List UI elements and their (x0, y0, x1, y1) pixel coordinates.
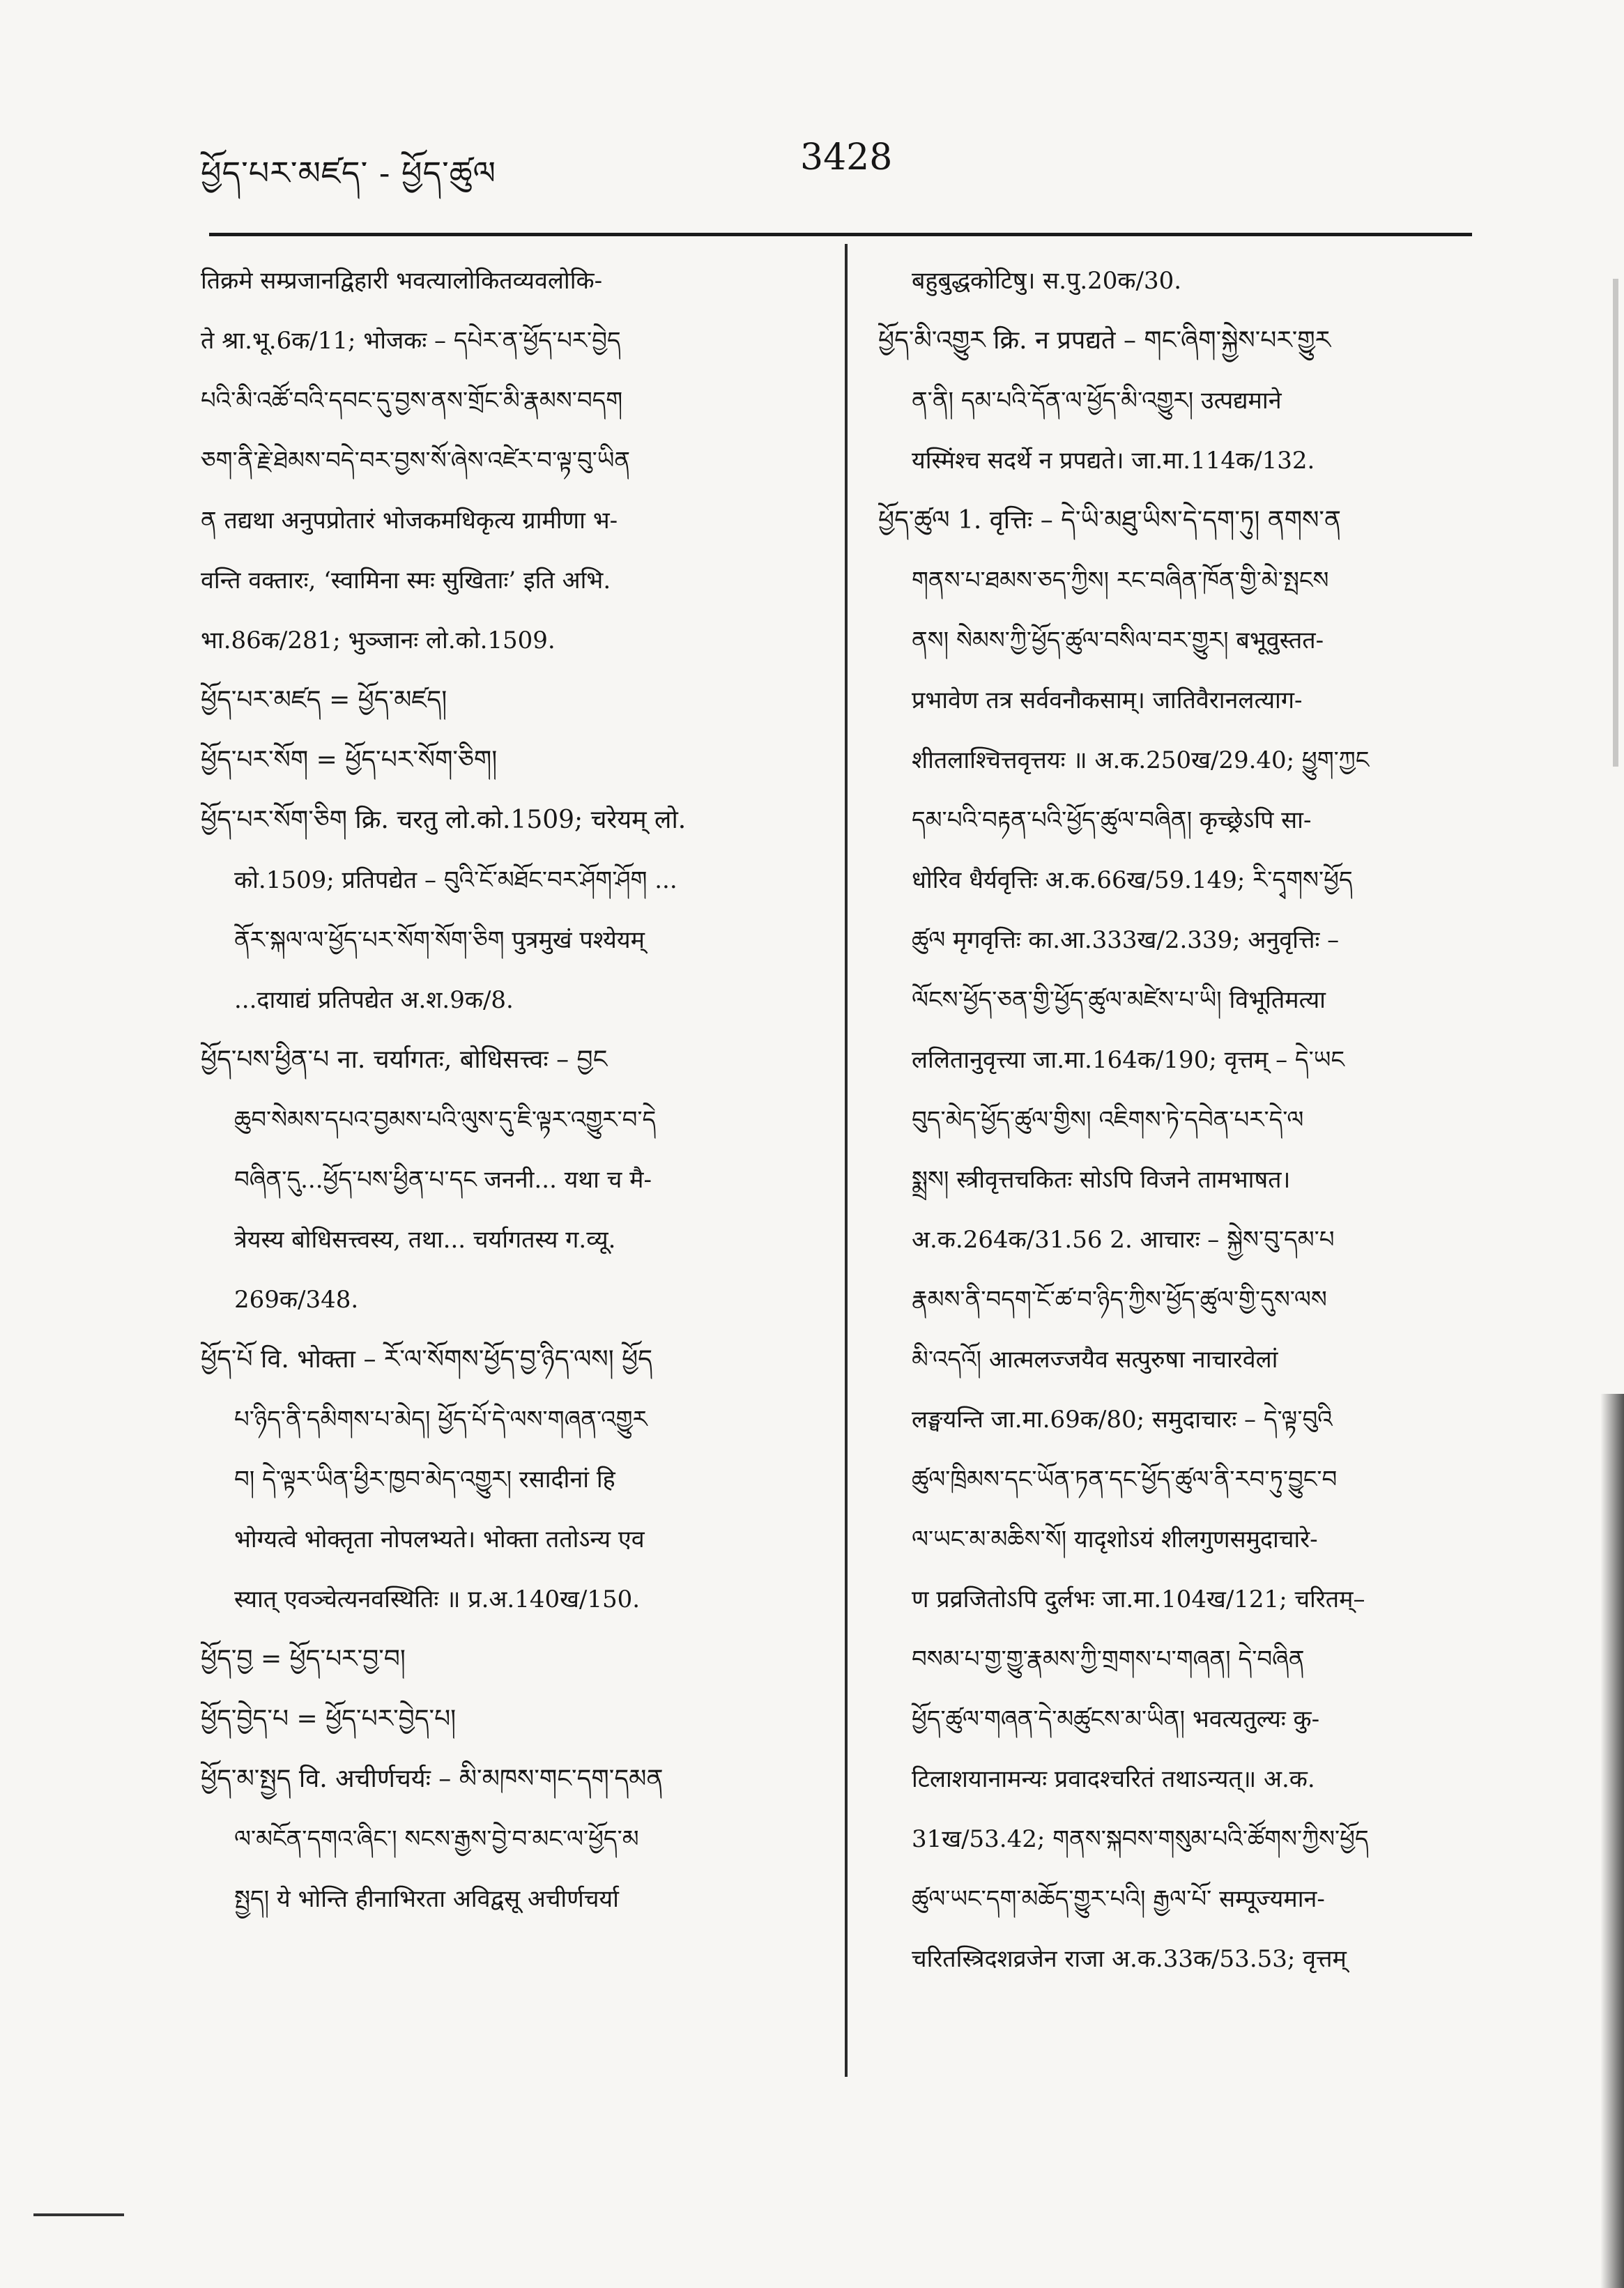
text-line: अ.क.264क/31.56 2. आचारः – སྐྱེས་བུ་དམ་པ (912, 1226, 1335, 1254)
text-line: स्यात् एवञ्चेत्यनवस्थितिः ॥ प्र.अ.140ख/150. (234, 1586, 641, 1613)
scan-shadow-upper (1613, 279, 1618, 767)
text-line: རྣམས་ནི་བདག་ངོ་ཚ་བ་ཉིད་ཀྱིས་ཕྱོད་ཚུལ་གྱི་དུས་ལས (912, 1286, 1327, 1314)
text-line: ནས། སེམས་ཀྱི་ཕྱོད་ཚུལ་བསིལ་བར་གྱུར། बभूवुस्तत- (912, 627, 1324, 654)
text-line: སྨྲས། स्त्रीवृत्तचकितः सोऽपि विजने तामभाषत। (912, 1166, 1291, 1194)
text-line: धोरिव धैर्यवृत्तिः अ.क.66ख/59.149; རི་དྭགས་ཕྱོད (912, 866, 1353, 894)
text-line: བཞིན་དུ...ཕྱོད་པས་ཕྱིན་པ་དང जननी... यथा च मै- (234, 1166, 652, 1194)
page-number: 3428 (800, 137, 893, 178)
running-head: ཕྱོད་པར་མཛད་ - ཕྱོད་ཚུལ (201, 154, 497, 192)
left-column (201, 251, 793, 2063)
text-line: ते श्रा.भू.6क/11; भोजकः – དཔེར་ན་ཕྱོད་པར་བྱེད (201, 327, 621, 355)
text-line: शीतलाश्चित्तवृत्तयः ॥ अ.क.250ख/29.40; ཕྱུག་ཀྱང (912, 746, 1370, 774)
text-line: यस्मिंश्च सदर्थे न प्रपद्यते। जा.मा.114क/132. (912, 447, 1315, 475)
text-line: तिक्रमे सम्प्रजानद्विहारी भवत्यालोकितव्यवलोकि- (201, 267, 603, 295)
text-line: भा.86क/281; भुञ्जानः लो.को.1509. (201, 627, 556, 654)
text-line: བུད་མེད་ཕྱོད་ཚུལ་གྱིས། འཇིགས་ཏེ་དབེན་པར་དེ་ལ (912, 1106, 1304, 1134)
text-line: ...दायाद्यं प्रतिपद्येत अ.श.9क/8. (234, 986, 514, 1014)
text-line: ན तद्यथा अनुपप्रोतारं भोजकमधिकृत्य ग्रामीणा भ- (201, 507, 618, 535)
text-line: ཚུལ मृगवृत्तिः का.आ.333ख/2.339; अनुवृत्तिः – (912, 926, 1340, 954)
text-line: बहुबुद्धकोटिषु। स.पु.20क/30. (912, 267, 1182, 295)
entry-headword-line: ཕྱོད་པར་སོག་ཅིག क्रि. चरतु लो.को.1509; चरेयम् लो. (201, 806, 687, 834)
header-rule (209, 233, 1472, 236)
entry-headword-line: ཕྱོད་པར་སོག = ཕྱོད་པར་སོག་ཅིག། (201, 746, 498, 774)
text-line: བ། དེ་ལྟར་ཡིན་ཕྱིར་ཁྱབ་མེད་འགྱུར། रसादीनां हि (234, 1466, 615, 1494)
text-line: བསམ་པ་གྱ་གྱུ་རྣམས་ཀྱི་གྲགས་པ་གཞན། དེ་བཞིན (912, 1645, 1305, 1673)
entry-headword-line: ཕྱོད་མི་འགྱུར क्रि. न प्रपद्यते – གང་ཞིག་སྐྱེས་པར་གྱུར (878, 326, 1331, 355)
text-line: པ་ཉིད་ནི་དམིགས་པ་མེད། ཕྱོད་པོ་དེ་ལས་གཞན་འགྱུར (234, 1406, 648, 1434)
text-line: ཚུལ་ཡང་དག་མཆོད་གྱུར་པའི། རྒྱལ་པོ་ सम्पूज्यमान- (912, 1885, 1325, 1913)
text-line: ན་ནི། དམ་པའི་དོན་ལ་ཕྱོད་མི་འགྱུར། उत्पद्यमाने (912, 387, 1282, 415)
footer-rule (33, 2213, 124, 2216)
entry-headword-line: ཕྱོད་བྱ = ཕྱོད་པར་བྱ་བ། (201, 1645, 406, 1673)
text-line: प्रभावेण तत्र सर्ववनौकसाम्। जातिवैरानलत्याग- (912, 686, 1303, 714)
text-line: དམ་པའི་བརྟན་པའི་ཕྱོད་ཚུལ་བཞིན། कृच्छ्रेऽपि सा- (912, 806, 1312, 834)
text-line: ཆུབ་སེམས་དཔའ་བྱམས་པའི་ལུས་དུ་ཇི་ལྟར་འགྱུར་བ་དེ (234, 1106, 657, 1134)
entry-headword-line: ཕྱོད་པར་མཛད = ཕྱོད་མཛད། (201, 686, 447, 714)
text-line: लङ्घयन्ति जा.मा.69क/80; समुदाचारः – དེ་ལྟ་བུའི (912, 1406, 1333, 1434)
text-line: མི་འདའོ། आत्मलज्जयैव सत्पुरुषा नाचारवेलां (912, 1346, 1278, 1374)
entry-headword-line: ཕྱོད་བྱེད་པ = ཕྱོད་པར་བྱེད་པ། (201, 1705, 457, 1733)
text-line: ཕྱོད་ཚུལ་གཞན་དེ་མཚུངས་མ་ཡིན། भवत्यतुल्यः कु- (912, 1705, 1320, 1733)
text-line: ཅག་ནི་རྗེ་ཐེམས་བདེ་བར་བྱས་སོ་ཞེས་འཛེར་བ་ལྟ་བུ་ཡིན (201, 447, 631, 475)
text-line: वन्ति वक्तारः, ‘स्वामिना स्मः सुखिताः’ इति अभि. (201, 567, 611, 594)
text-line: ལ་ཡང་མ་མཆིས་སོ། यादृशोऽयं शीलगुणसमुदाचारे- (912, 1526, 1318, 1553)
text-line: སྤྱད། ये भोन्ति हीनाभिरता अविद्वसू अचीर्णचर्या (234, 1885, 619, 1913)
text-line: 31ख/53.42; གནས་སྐབས་གསུམ་པའི་ཚོགས་ཀྱིས་ཕྱོད (912, 1825, 1369, 1853)
scan-shadow (1600, 1394, 1624, 2288)
text-line: ललितानुवृत्त्या जा.मा.164क/190; वृत्तम् – དེ་ཡང (912, 1046, 1345, 1074)
text-line: ཚུལ་ཁྲིམས་དང་ཡོན་ཏན་དང་ཕྱོད་ཚུལ་ནི་རབ་ཏུ་བྱུང་བ (912, 1466, 1338, 1494)
right-column (878, 251, 1471, 2063)
text-line: को.1509; प्रतिपद्येत – བུའི་ངོ་མཐོང་བར་ཤོག་ཤོག ... (234, 866, 677, 894)
text-line: 269क/348. (234, 1286, 359, 1314)
text-line: चरितस्त्रिदशव्रजेन राजा अ.क.33क/53.53; वृत्तम् (912, 1945, 1347, 1973)
text-line: ལོངས་ཕྱོད་ཅན་གྱི་ཕྱོད་ཚུལ་མཛེས་པ་ཡི། विभूतिमत्या (912, 986, 1326, 1014)
column-divider (845, 244, 848, 2077)
text-line: टिलाशयानामन्यः प्रवादश्चरितं तथाऽन्यत्॥ अ.क. (912, 1765, 1315, 1793)
entry-headword-line: ཕྱོད་ཚུལ 1. वृत्तिः – དེ་ཡི་མཐུ་ཡིས་དེ་དག་ཏུ། ནགས་ན (878, 506, 1342, 535)
entry-headword-line: ཕྱོད་པས་ཕྱིན་པ ना. चर्यागतः, बोधिसत्त्वः – བྱང (201, 1045, 608, 1074)
text-line: ལ་མངོན་དགའ་ཞིང་། སངས་རྒྱས་བྱེ་བ་མང་ལ་ཕྱོད་མ (234, 1825, 639, 1853)
text-line: གནས་པ་ཐམས་ཅད་ཀྱིས། རང་བཞིན་ཁོན་གྱི་མེ་སྤངས (912, 567, 1329, 594)
text-line: त्रेयस्य बोधिसत्त्वस्य, तथा... चर्यागतस्य ग.व्यू. (234, 1226, 616, 1254)
entry-headword-line: ཕྱོད་མ་སྤྱད वि. अचीर्णचर्यः – མི་མཁས་གང་དག་དམན (201, 1765, 664, 1793)
entry-headword-line: ཕྱོད་པོ वि. भोक्ता – རོ་ལ་སོགས་ཕྱོད་བྱ་ཉིད་ལས། ཕྱོད (201, 1345, 653, 1374)
text-line: ནོར་སྐལ་ལ་ཕྱོད་པར་སོག་སོག་ཅིག पुत्रमुखं पश्येयम् (234, 926, 645, 954)
text-line: ण प्रव्रजितोऽपि दुर्लभः जा.मा.104ख/121; चरितम्– (912, 1586, 1365, 1613)
text-line: པའི་མི་འཚོ་བའི་དབང་དུ་བྱས་ནས་གྲོང་མི་རྣམས་བདག (201, 387, 623, 415)
text-line: भोग्यत्वे भोक्तृता नोपलभ्यते। भोक्ता ततोऽन्य एव (234, 1526, 645, 1553)
